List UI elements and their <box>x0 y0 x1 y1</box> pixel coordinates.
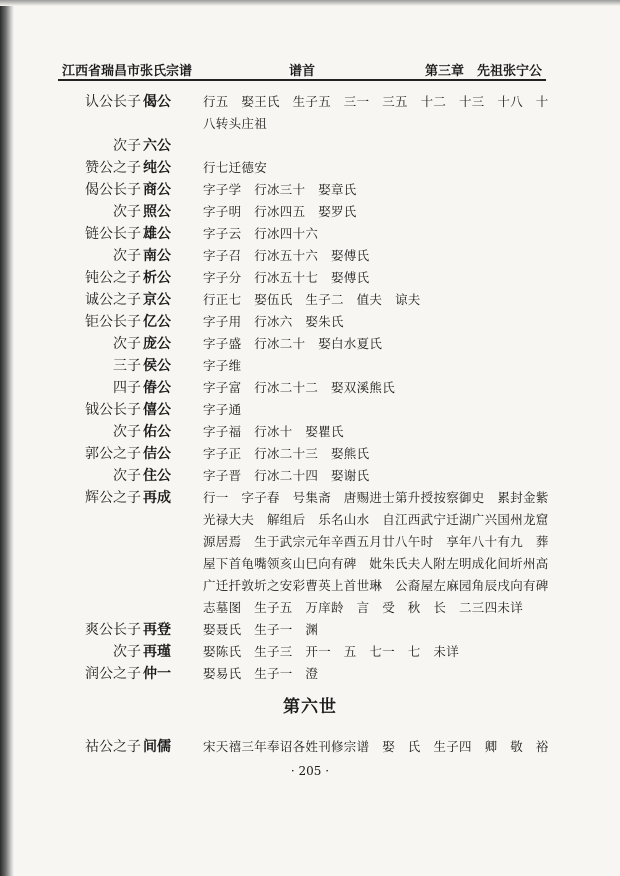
genealogy-entry <box>0 377 620 399</box>
entry-name: 偈公 <box>143 94 171 110</box>
genealogy-entry <box>0 135 620 157</box>
entry-relation: 郭公之子 <box>85 446 141 462</box>
entry-name: 再成 <box>143 490 171 506</box>
entry-description: 行正七 娶伍氏 生子二 值夫 谅夫 <box>203 292 421 307</box>
genealogy-entry <box>0 223 620 245</box>
scan-shadow-top <box>0 0 620 6</box>
entry-description: 行七迁德安 <box>203 160 268 175</box>
book-title: 江西省瑞昌市张氏宗谱 <box>62 64 193 79</box>
entry-description: 字子富 行冰二十二 娶双溪熊氏 <box>203 380 396 395</box>
page-number: · 205 · <box>290 764 330 778</box>
entry-description: 娶易氏 生子一 澄 <box>203 666 319 681</box>
genealogy-entry <box>0 355 620 377</box>
genealogy-entry <box>0 663 620 685</box>
genealogy-entry <box>0 465 620 487</box>
genealogy-entry <box>0 421 620 443</box>
entry-name: 京公 <box>143 292 171 308</box>
generation-title: 第六世 <box>283 697 337 717</box>
genealogy-entry <box>0 399 620 421</box>
entry-name: 佑公 <box>143 424 171 440</box>
running-header <box>62 60 542 80</box>
entry-description: 字子云 行冰四十六 <box>203 226 319 241</box>
entry-relation: 次子 <box>113 204 141 220</box>
genealogy-entry <box>0 289 620 311</box>
entry-relation: 钜公长子 <box>85 314 141 330</box>
entry-relation: 四子 <box>113 380 141 396</box>
entry-relation: 祜公之子 <box>85 739 141 755</box>
entry-description: 字子召 行冰五十六 娶傅氏 <box>203 248 370 263</box>
entry-description: 字子分 行冰五十七 娶傅氏 <box>203 270 370 285</box>
entry-description: 字子福 行冰十 娶瞿氏 <box>203 424 344 439</box>
entry-description: 字子明 行冰四五 娶罗氏 <box>203 204 357 219</box>
entry-relation: 链公长子 <box>85 226 141 242</box>
entry-relation: 钝公之子 <box>85 270 141 286</box>
entry-name: 间儒 <box>143 739 171 755</box>
entry-name: 南公 <box>143 248 171 264</box>
entry-name: 再瑾 <box>143 644 171 660</box>
entry-relation: 钺公长子 <box>85 402 141 418</box>
genealogy-entry <box>0 179 620 201</box>
entry-name: 雄公 <box>143 226 171 242</box>
entry-name: 六公 <box>143 138 171 154</box>
entry-relation: 认公长子 <box>85 94 141 110</box>
entry-name: 庞公 <box>143 336 171 352</box>
genealogy-entry <box>0 245 620 267</box>
genealogy-entries <box>0 91 620 685</box>
genealogy-entry <box>0 201 620 223</box>
entry-relation: 润公之子 <box>85 666 141 682</box>
entry-name: 照公 <box>143 204 171 220</box>
entry-relation: 诚公之子 <box>85 292 141 308</box>
entry-description: 字子学 行冰三十 娶章氏 <box>203 182 357 197</box>
entry-description: 行五 娶王氏 生子五 三一 三五 十二 十三 十八 十八转头庄祖 <box>203 94 549 131</box>
entry-name: 仲一 <box>143 666 171 682</box>
entry-description: 字子晋 行冰二十四 娶谢氏 <box>203 468 370 483</box>
entry-description: 行一 字子春 号集斋 唐赐进士第升授按察御史 累封金紫光禄大夫 解组后 乐名山水 自江西武宁迁湖广兴国州龙窟源居焉 生于武宗元年辛酉五月廿八午时 享年八十有九 葬屋下首龟嘴领亥山巳向有碑 妣朱氏夫人附左明成化间圻州高广迁扦敦圻之安彩曹英上首世琳 公裔屋左麻园角辰戌向有碑志墓图 生子五 万庠龄 言 受 秋 长 二三四未详 <box>203 490 549 615</box>
genealogy-entry <box>0 736 620 758</box>
genealogy-entry <box>0 311 620 333</box>
entry-relation: 次子 <box>113 468 141 484</box>
entry-name: 亿公 <box>143 314 171 330</box>
entry-relation: 次子 <box>113 138 141 154</box>
entry-name: 析公 <box>143 270 171 286</box>
entry-relation: 三子 <box>113 358 141 374</box>
header-rule <box>58 79 546 81</box>
genealogy-entry <box>0 487 620 619</box>
entry-relation: 次子 <box>113 424 141 440</box>
entry-name: 再登 <box>143 622 171 638</box>
entry-name: 侯公 <box>143 358 171 374</box>
genealogy-entry <box>0 333 620 355</box>
entry-name: 商公 <box>143 182 171 198</box>
entry-relation: 次子 <box>113 644 141 660</box>
genealogy-entry <box>0 619 620 641</box>
entry-relation: 偈公长子 <box>85 182 141 198</box>
genealogy-entry <box>0 91 620 135</box>
entry-description: 字子用 行冰六 娶朱氏 <box>203 314 344 329</box>
entry-description: 字子维 <box>203 358 242 373</box>
entry-description: 娶陈氏 生子三 开一 五 七一 七 未详 <box>203 644 460 659</box>
entry-relation: 爽公长子 <box>85 622 141 638</box>
entry-name: 僖公 <box>143 402 171 418</box>
section-title: 谱首 <box>288 64 315 79</box>
entry-name: 住公 <box>143 468 171 484</box>
entry-relation: 赞公之子 <box>85 160 141 176</box>
entry-relation: 次子 <box>113 336 141 352</box>
entry-relation: 次子 <box>113 248 141 264</box>
entry-name: 偆公 <box>143 380 171 396</box>
genealogy-entry <box>0 157 620 179</box>
genealogy-entry <box>0 443 620 465</box>
entry-relation: 辉公之子 <box>85 490 141 506</box>
chapter-title: 第三章 先祖张宁公 <box>424 64 542 79</box>
generation-entry <box>0 736 620 758</box>
entry-description: 宋天禧三年奉诏各姓刊修宗谱 娶 氏 生子四 卿 敬 裕 <box>203 739 549 754</box>
entry-description: 娶聂氏 生子一 渊 <box>203 622 319 637</box>
genealogy-entry <box>0 641 620 663</box>
entry-name: 纯公 <box>143 160 171 176</box>
entry-description: 字子通 <box>203 402 242 417</box>
entry-description: 字子正 行冰二十三 娶熊氏 <box>203 446 370 461</box>
entry-description: 字子盛 行冰二十 娶白水夏氏 <box>203 336 383 351</box>
genealogy-entry <box>0 267 620 289</box>
entry-name: 佶公 <box>143 446 171 462</box>
